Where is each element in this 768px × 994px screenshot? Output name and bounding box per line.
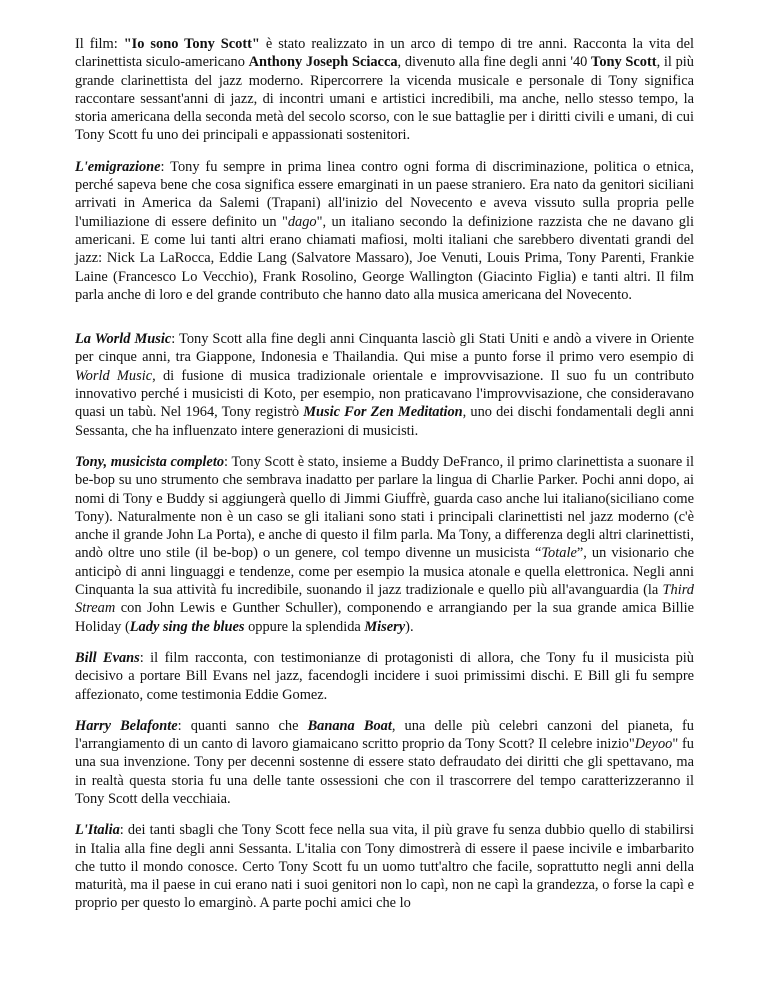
text-run: : dei tanti sbagli che Tony Scott fece nella sua vita, il più grave fu senza dubbio quello di stabilirsi in Italia alla fine degli anni Sessanta. L'italia con Tony dimostrerà di essere il paese incivile e imbarbarito che tutto il mondo conosce. Certo Tony Scott fu un uomo tutt'altro che facile, soprattutto negli anni della maturità, ma il paese in cui erano nati i suoi genitori non lo capì, non ne capì la grandezza, o forse la capì e proprio per questo lo emarginò. A parte pochi amici che lo — [75, 822, 694, 912]
paragraph-intro — [75, 35, 694, 145]
text-run: , una delle più celebri canzoni del pianeta, fu l'arrangiamento di un canto di lavoro giamaicano scritto proprio da Tony Scott? Il celebre inizio" — [75, 717, 694, 753]
text-run: ). — [405, 618, 414, 635]
text-run: oppure la splendida — [244, 618, 365, 635]
text-run: ”, un visionario che anticipò di anni linguaggi e tendenze, come per esempio la musica atonale e quella elettronica. Negli anni Cinquanta la sua attività fu incredibile, suonando il jazz tradizionale e quello più all'avanguardia (la — [75, 545, 694, 599]
text-run: : Tony fu sempre in prima linea contro ogni forma di discriminazione, politica o etnica, perché sapeva bene che cosa significa essere emarginati in un paese straniero. Era nato da genitori siciliani arrivati in America da Salemi (Trapani) all'inizio del Novecento e aveva vissuto sulla propria pelle l'umiliazione di essere definito un " — [75, 158, 694, 230]
song-title: Lady sing the blues — [129, 618, 245, 635]
section-heading: L'emigrazione — [75, 158, 161, 175]
paragraph-italia — [75, 821, 694, 912]
text-run: : il film racconta, con testimonianze di protagonisti di allora, che Tony fu il musicista più decisivo a portare Bill Evans nel jazz, facendogli incidere i suoi primissimi dischi. E Bill gli fu sempre affezionato, come testimonia Eddie Gomez. — [75, 649, 694, 703]
song-title: Banana Boat — [307, 717, 392, 734]
paragraph-emigrazione — [75, 158, 694, 304]
section-heading: Harry Belafonte — [75, 717, 178, 734]
paragraph-world-music — [75, 330, 694, 440]
text-run: , uno dei dischi fondamentali degli anni Sessanta, che ha influenzato intere generazioni di musicisti. — [75, 404, 694, 439]
paragraph-musicista-completo — [75, 453, 694, 636]
paragraph-bill-evans — [75, 649, 694, 704]
text-run: ", un italiano secondo la definizione razzista che ne davano gli americani. E come lui tanti altri erano chiamati mafiosi, molti italiani che sarebbero diventati grandi del jazz: Nick La LaRocca, Eddie Lang (Salvatore Massaro), Joe Venuti, Louis Prima, Tony Parenti, Frankie Laine (Francesco Lo Vecchio), Frank Rosolino, George Wallington (Giacinto Figlia) e tanti altri. Il film parla anche di loro e del grande contributo che hanno dato alla musica americana del Novecento. — [75, 213, 694, 303]
text-run: " fu una sua invenzione. Tony per decenni sostenne di essere stato defraudato dei diritti che gli spettavano, ma in realtà questa storia fu una delle tante ossessioni che con il trascorrere del tempo caratterizzeranno il Tony Scott della vecchiaia. — [75, 736, 694, 807]
name-anthony-sciacca: Anthony Joseph Sciacca — [248, 54, 398, 71]
text-run: con John Lewis e Gunther Schuller), componendo e arrangiando per la sua grande amica Billie Holiday ( — [75, 600, 694, 635]
italic-term: Totale — [541, 545, 577, 562]
paragraph-harry-belafonte — [75, 717, 694, 808]
text-run: , divenuto alla fine degli anni '40 — [397, 54, 592, 71]
film-title: "Io sono Tony Scott" — [123, 36, 260, 52]
italic-term: Third Stream — [75, 582, 694, 617]
section-heading: L'Italia — [75, 822, 120, 839]
section-heading: La World Music — [75, 331, 172, 348]
text-run: : Tony Scott è stato, insieme a Buddy DeFranco, il primo clarinettista a suonare il be-bop su uno strumento che sembrava inadatto per parlare la lingua di Charlie Parker. Pochi anni dopo, ai nomi di Tony e Buddy si aggiungerà quello di Jimmi Giuffrè, guarda caso anche lui italiano(siciliano come Tony). Naturalmente non è un caso se gli italiani sono stati i principali clarinettisti nel jazz moderno (c'è anche il grande John La Porta), e anche di questo il film parla. Ma Tony, a differenza degli altri clarinettisti, andò oltre uno stile (il be-bop) o un genere, col tempo divenne un musicista “ — [75, 453, 694, 562]
text-run: : quanti sanno che — [177, 717, 308, 734]
name-tony-scott: Tony Scott — [591, 54, 657, 71]
album-title: Music For Zen Meditation — [303, 404, 463, 421]
text-run: , di fusione di musica tradizionale orientale e improvvisazione. Il suo fu un contributo innovativo perché i musicisti di Koto, per esempio, non praticavano l'improvvisazione, che consideravano quasi un tabù. Nel 1964, Tony registrò — [75, 367, 695, 421]
section-heading: Tony, musicista completo — [75, 453, 225, 470]
italic-term: World Music — [75, 367, 153, 384]
text-run: Il film: — [75, 36, 124, 52]
document-page — [75, 35, 694, 926]
text-run: è stato realizzato in un arco di tempo di tre anni. Racconta la vita del clarinettista siculo-americano — [75, 36, 694, 71]
text-run: , il più grande clarinettista del jazz moderno. Ripercorrere la vicenda musicale e personale di Tony significa raccontare sessant'anni di jazz, di incontri umani e artistici incredibili, ma anche, nello stesso tempo, la storia americana della seconda metà del secolo scorso, con le sue battaglie per i diritti civili e umani, di cui Tony Scott fu uno dei principali e appassionati sostenitori. — [75, 54, 694, 144]
italic-term: Deyoo — [634, 736, 673, 753]
song-title: Misery — [364, 618, 406, 635]
italic-term: dago — [287, 213, 317, 230]
text-run: : Tony Scott alla fine degli anni Cinquanta lasciò gli Stati Uniti e andò a vivere in Oriente per cinque anni, tra Giappone, Indonesia e Thailandia. Qui mise a punto forse il primo vero esempio di — [75, 331, 694, 366]
section-heading: Bill Evans — [75, 649, 140, 666]
